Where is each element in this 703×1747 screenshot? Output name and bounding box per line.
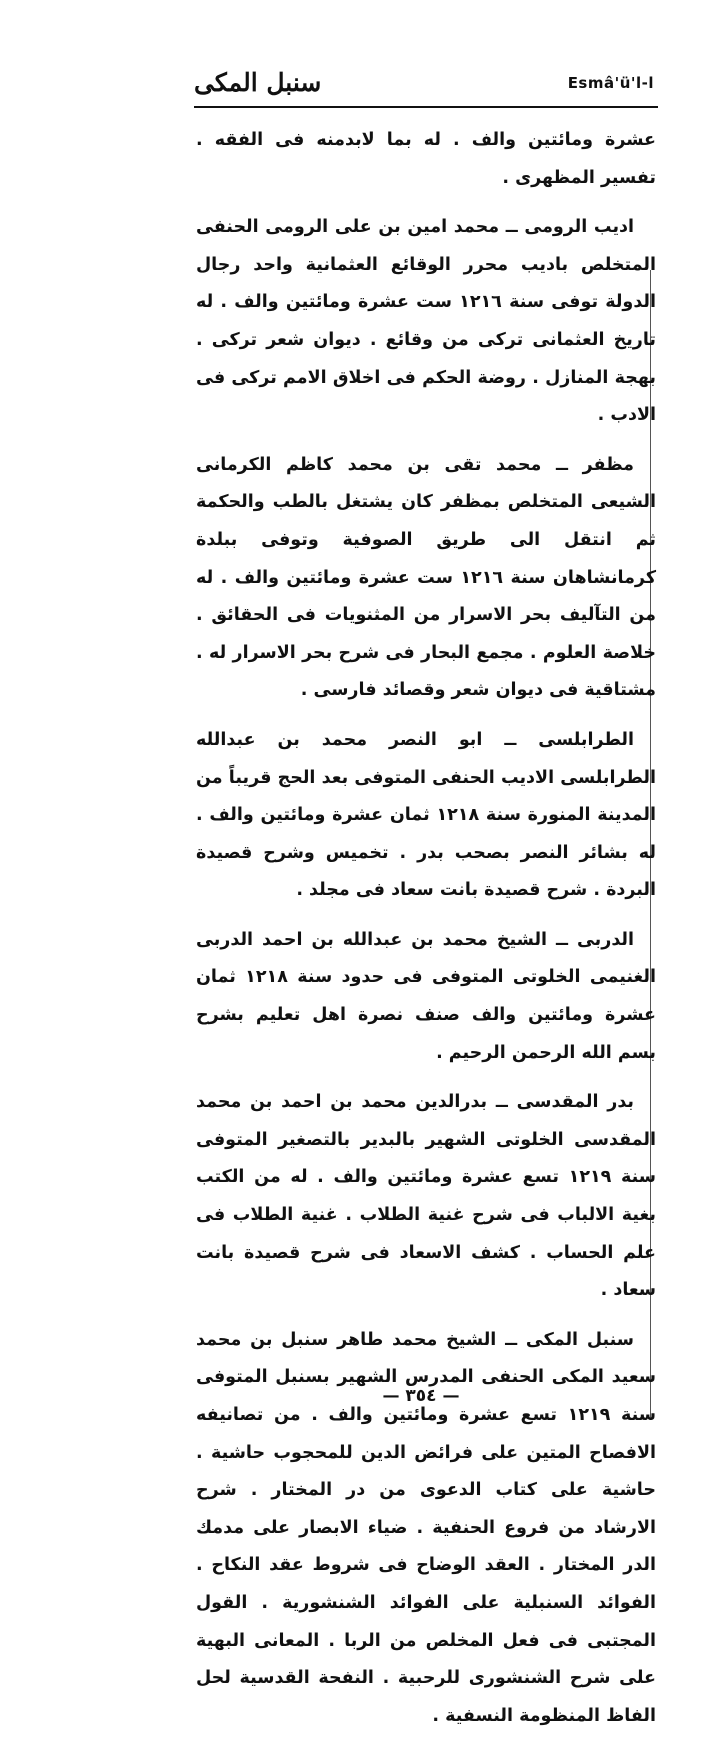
body-text: [196, 122, 656, 1747]
header-label: Esmâ'ü'l-l: [567, 74, 654, 92]
header-title: سنبل المكى: [194, 68, 322, 97]
entry-badr-al-maqdisi: بدر المقدسى ــ بدرالدين محمد بن احمد بن محمد المقدسى الخلوتى الشهير بالبدير بالتصغير المتوفى سنة ١٢١٩ تسع عشرة ومائتين والف . له من الكتب بغية الالباب فى شرح غنية الطلاب . غنية الطلاب فى علم الحساب . كشف الاسعاد فى شرح قصيدة بانت سعاد .: [196, 1092, 657, 1301]
entry-muzaffar: مظفر ــ محمد تقى بن محمد كاظم الكرمانى الشيعى المتخلص بمظفر كان يشتغل بالطب والحكمة ثم انتقل الى طريق الصوفية وتوفى ببلدة كرمانشاهان سنة ١٢١٦ ست عشرة ومائتين والف . له من التآليف بحر الاسرار من المثنويات فى الحقائق . خلاصة العلوم . مجمع البحار فى شرح بحر الاسرار له . مشتاقية فى ديوان شعر وقصائد فارسى .: [196, 454, 656, 701]
paragraph-continuation: عشرة ومائتين والف . له بما لابدمنه فى الفقه . تفسير المظهرى .: [196, 130, 656, 188]
entry-al-darbi: الدربى ــ الشيخ محمد بن عبدالله بن احمد الدربى الغنيمى الخلوتى المتوفى فى حدود سنة ١٢١٨ ثمان عشرة ومائتين والف صنف نصرة اهل تعليم بشرح بسم الله الرحمن الرحيم .: [196, 929, 656, 1063]
entry-al-tarabulusi: الطرابلسى ــ ابو النصر محمد بن عبدالله الطرابلسى الاديب الحنفى المتوفى بعد الحج قريباً من المدينة المنورة سنة ١٢١٨ ثمان عشرة ومائتين والف . له بشائر النصر بصحب بدر . تخميس وشرح قصيدة البردة . شرح قصيدة بانت سعاد فى مجلد .: [196, 729, 656, 901]
entry-sunbul-al-makki: سنبل المكى ــ الشيخ محمد طاهر سنبل بن محمد سعيد المكى الحنفى المدرس الشهير بسنبل المتوفى سنة ١٢١٩ تسع عشرة ومائتين والف . من تصانيفه الافصاح المتين على فرائض الدين للمحجوب حاشية . حاشية على كتاب الدعوى من در المختار . شرح الارشاد من فروع الحنفية . ضياء الابصار على مدمك الدر المختار . العقد الوضاح فى شروط عقد النكاح . الفوائد السنبلية على الفوائد الشنشورية . القول المجتبى فى فعل المخلص من الربا . المعانى البهية على شرح الشنشورى للرحبية . النفحة القدسية لحل الفاظ المنظومة النسفية .: [196, 1329, 656, 1726]
entry-adib-al-rumi: اديب الرومى ــ محمد امين بن على الرومى الحنفى المتخلص باديب محرر الوقائع العثمانية واحد رجال الدولة توفى سنة ١٢١٦ ست عشرة ومائتين والف . له تاريخ العثمانى تركى من وقائع . ديوان شعر تركى . بهجة المنازل . روضة الحكم فى اخلاق الامم تركى فى الادب .: [196, 217, 656, 426]
page-number: — ٣٥٤ —: [382, 1386, 460, 1406]
running-header: [194, 66, 658, 108]
